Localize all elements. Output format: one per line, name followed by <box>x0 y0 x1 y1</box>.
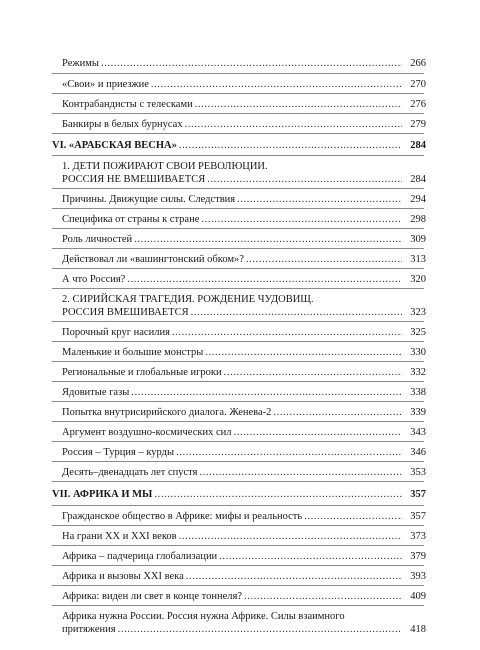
toc-entry-title: Региональные и глобальные игроки <box>62 367 222 378</box>
divider <box>52 461 424 462</box>
toc-page-number: 357 <box>410 489 426 500</box>
toc-page-number: 332 <box>410 367 426 378</box>
toc-entry <box>62 590 426 603</box>
toc-entry-title: А что Россия? <box>62 274 126 285</box>
toc-entry-title: Россия – Турция – курды <box>62 447 175 458</box>
toc-entry <box>62 386 426 399</box>
toc-entry-title: Попытка внутрисирийского диалога. Женева-2 <box>62 407 272 418</box>
toc-entry <box>62 57 426 70</box>
toc-entry <box>62 446 426 459</box>
toc-page-number: 320 <box>410 274 426 285</box>
toc-entry-title: Роль личностей <box>62 234 133 245</box>
dot-leader <box>118 623 402 636</box>
toc-entry-title: Гражданское общество в Африке: мифы и реальность <box>62 511 303 522</box>
toc-entry <box>62 78 426 91</box>
dot-leader <box>199 466 402 479</box>
toc-section-entry <box>52 139 426 152</box>
divider <box>52 401 424 402</box>
dot-leader <box>186 570 402 583</box>
toc-page-number: 393 <box>410 571 426 582</box>
toc-chapter-title-line2: РОССИЯ ВМЕШИВАЕТСЯ <box>62 307 189 318</box>
divider <box>52 321 424 322</box>
toc-entry <box>62 610 426 636</box>
dot-leader <box>304 510 402 523</box>
dot-leader <box>179 530 402 543</box>
toc-entry <box>62 530 426 543</box>
toc-entry <box>62 366 426 379</box>
toc-entry <box>62 273 426 286</box>
toc-entry-title: Африка – падчерица глобализации <box>62 551 218 562</box>
toc-entry <box>62 118 426 131</box>
dot-leader <box>224 366 402 379</box>
dot-leader <box>176 446 402 459</box>
toc-page-number: 357 <box>410 511 426 522</box>
toc-entry <box>62 426 426 439</box>
divider <box>52 381 424 382</box>
toc-page-number: 330 <box>410 347 426 358</box>
dot-leader <box>131 386 402 399</box>
toc-entry-title: Африка: виден ли свет в конце тоннеля? <box>62 591 242 602</box>
divider <box>52 133 424 134</box>
toc-entry <box>62 193 426 206</box>
toc-section-title: VI. «АРАБСКАЯ ВЕСНА» <box>52 140 177 151</box>
toc-entry-title: Порочный круг насилия <box>62 327 170 338</box>
toc-entry-title: Ядовитые газы <box>62 387 130 398</box>
dot-leader <box>195 98 402 111</box>
dot-leader <box>207 173 402 186</box>
divider <box>52 481 424 482</box>
toc-entry <box>62 510 426 523</box>
dot-leader <box>134 233 402 246</box>
toc-entry-title: Контрабандисты с телесками <box>62 99 193 110</box>
dot-leader <box>246 253 402 266</box>
toc-chapter-entry <box>62 160 426 186</box>
divider <box>52 288 424 289</box>
divider <box>52 605 424 606</box>
toc-chapter-entry <box>62 293 426 319</box>
toc-entry-title: Причины. Движущие силы. Следствия <box>62 194 236 205</box>
toc-entry <box>62 253 426 266</box>
toc-entry-title: Действовал ли «вашингтонский обком»? <box>62 254 244 265</box>
divider <box>52 268 424 269</box>
toc-entry <box>62 570 426 583</box>
toc-chapter-title-line1: 2. СИРИЙСКАЯ ТРАГЕДИЯ. РОЖДЕНИЕ ЧУДОВИЩ. <box>62 294 314 305</box>
toc-chapter-title-line2: РОССИЯ НЕ ВМЕШИВАЕТСЯ <box>62 174 206 185</box>
toc-entry <box>62 213 426 226</box>
toc-chapter-title-line1: 1. ДЕТИ ПОЖИРАЮТ СВОИ РЕВОЛЮЦИИ. <box>62 161 268 172</box>
toc-page-number: 409 <box>410 591 426 602</box>
toc-entry-title: Банкиры в белых бурнусах <box>62 119 183 130</box>
divider <box>52 188 424 189</box>
divider <box>52 208 424 209</box>
toc-entry <box>62 233 426 246</box>
toc-entry-title: Режимы <box>62 58 99 69</box>
toc-page-number: 323 <box>410 307 426 318</box>
toc-entry-title: Аргумент воздушно-космических сил <box>62 427 232 438</box>
toc-page-number: 276 <box>410 99 426 110</box>
toc-page-number: 309 <box>410 234 426 245</box>
toc-entry-title: Африка и вызовы XXI века <box>62 571 184 582</box>
toc-page-number: 339 <box>410 407 426 418</box>
dot-leader <box>205 346 402 359</box>
divider <box>52 421 424 422</box>
toc-entry-title: Специфика от страны к стране <box>62 214 200 225</box>
toc-page-number: 338 <box>410 387 426 398</box>
divider <box>52 565 424 566</box>
toc-page-number: 353 <box>410 467 426 478</box>
toc-page-number: 379 <box>410 551 426 562</box>
toc-entry-title: «Свои» и приезжие <box>62 79 149 90</box>
divider <box>52 73 424 74</box>
toc-page-number: 279 <box>410 119 426 130</box>
toc-entry <box>62 346 426 359</box>
dot-leader <box>191 306 402 319</box>
dot-leader <box>151 78 402 91</box>
toc-page-number: 298 <box>410 214 426 225</box>
dot-leader <box>219 550 402 563</box>
dot-leader <box>234 426 402 439</box>
dot-leader <box>185 118 402 131</box>
toc-entry-title-line1: Африка нужна России. Россия нужна Африке. Силы взаимного <box>62 611 345 622</box>
dot-leader <box>273 406 402 419</box>
toc-entry-title: Десять–двенадцать лет спустя <box>62 467 198 478</box>
divider <box>52 545 424 546</box>
divider <box>52 248 424 249</box>
toc-page-number: 266 <box>410 58 426 69</box>
toc-entry <box>62 326 426 339</box>
toc-page-number: 418 <box>410 624 426 635</box>
toc-entry <box>62 466 426 479</box>
dot-leader <box>179 139 402 152</box>
toc-section-title: VII. АФРИКА И МЫ <box>52 489 153 500</box>
divider <box>52 341 424 342</box>
divider <box>52 155 424 156</box>
dot-leader <box>101 57 402 70</box>
dot-leader <box>201 213 402 226</box>
toc-page-number: 346 <box>410 447 426 458</box>
divider <box>52 361 424 362</box>
divider <box>52 525 424 526</box>
dot-leader <box>172 326 402 339</box>
dot-leader <box>237 193 402 206</box>
dot-leader <box>154 488 402 501</box>
toc-entry-title: На грани XX и XXI веков <box>62 531 177 542</box>
toc-entry <box>62 550 426 563</box>
toc-page-number: 343 <box>410 427 426 438</box>
toc-page-number: 325 <box>410 327 426 338</box>
toc-section-entry <box>52 488 426 501</box>
toc-entry <box>62 406 426 419</box>
toc-page-number: 373 <box>410 531 426 542</box>
dot-leader <box>244 590 402 603</box>
dot-leader <box>127 273 402 286</box>
divider <box>52 441 424 442</box>
divider <box>52 93 424 94</box>
toc-entry-title-line2: притяжения <box>62 624 116 635</box>
toc-page-number: 313 <box>410 254 426 265</box>
toc-page-number: 270 <box>410 79 426 90</box>
divider <box>52 113 424 114</box>
divider <box>52 505 424 506</box>
toc-entry-title: Маленькие и большие монстры <box>62 347 204 358</box>
toc-page-number: 284 <box>410 140 426 151</box>
divider <box>52 228 424 229</box>
toc-entry <box>62 98 426 111</box>
toc-page-number: 294 <box>410 194 426 205</box>
toc-page-number: 284 <box>410 174 426 185</box>
divider <box>52 585 424 586</box>
